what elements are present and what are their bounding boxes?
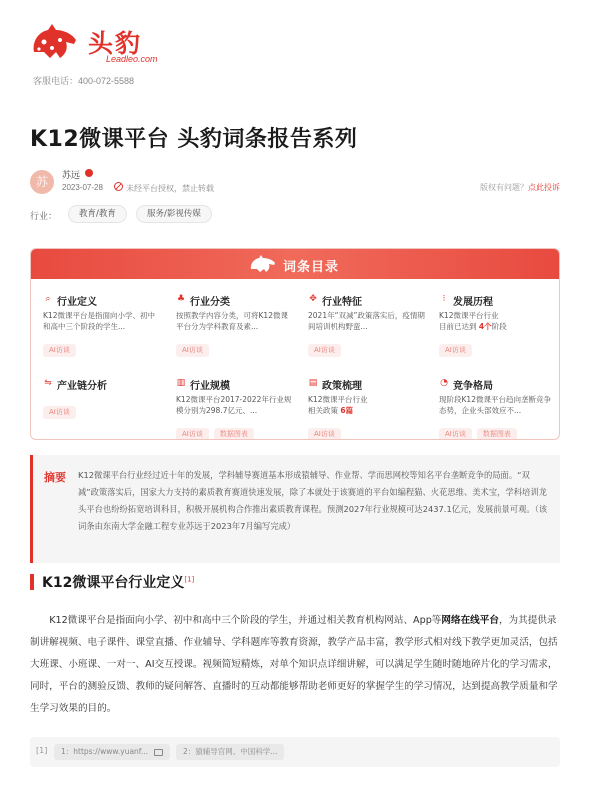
copyright-question: 版权有问题？ (480, 183, 528, 192)
catalog-item-label: 政策梳理 (322, 381, 362, 392)
external-link-icon (154, 749, 163, 756)
competition-icon: ◔ (440, 378, 448, 388)
catalog-item-scale[interactable] (176, 377, 294, 440)
ai-interview-tag[interactable]: AI访谈 (43, 406, 76, 419)
definition-icon: ⌕ (45, 294, 51, 304)
section-body: K12微课平台是指面向小学、初中和高中三个阶段的学生，并通过相关教育机构网站、App等网络在线平台，为其提供录制讲解视频、电子课件、课堂直播、作业辅导、学科题库等教育资源，教学产品丰富，教学形式相对线下教学更加灵活，包括大班课、小班课、一对一、AI交互授课。视频简短精炼，对单个知识点详细讲解，可以满足学生随时随地碎片化的学习需求，同时，平台的测验反馈、教师的疑问解答、直播时的互动都能够帮助老师更好的掌握学生的学习情况，达到提高教学质量和学生学习效果的目的。 (30, 615, 558, 714)
reference-link[interactable]: 1：https://www.yuanf... (54, 744, 170, 760)
catalog-item-label: 产业链分析 (57, 381, 107, 392)
copyright-notice (480, 182, 560, 193)
catalog-item-definition[interactable] (43, 293, 161, 363)
ai-interview-tag[interactable]: AI访谈 (176, 344, 209, 357)
abstract-box (30, 455, 560, 563)
no-repost-icon (114, 182, 123, 191)
catalog-item-label: 竞争格局 (453, 381, 493, 392)
catalog-item-competition[interactable] (439, 377, 557, 440)
section-bar (30, 574, 34, 590)
chain-icon: ⇋ (44, 378, 52, 388)
abstract-text: K12微课平台行业经过近十年的发展，学科辅导赛道基本形成猿辅导、作业帮、学而思网校等知名平台垄断竞争的局面。“双减”政策落实后，国家大力支持的素质教育赛道快速发展，除了本就处于该赛道的平台如编程猫、火花思维、美术宝，学科培训龙头平台也纷纷拓宽培训科目，积极开展机构合作推出素质教育课程。预测2027年行业规模可达2437.1亿元，发展前景可观。（该词条由东南大学金融工程专业苏远于2023年7月编写完成） (78, 470, 548, 531)
industry-tag[interactable]: 服务/影视传媒 (136, 205, 212, 223)
reference-number: [1] (36, 746, 48, 755)
industry-label: 行业： (30, 212, 58, 222)
catalog-item-chain[interactable] (43, 377, 161, 440)
catalog-panel (30, 248, 560, 440)
catalog-title: 词条目录 (283, 260, 340, 275)
ai-interview-tag[interactable]: AI访谈 (308, 344, 341, 357)
references (30, 737, 560, 767)
section-title: K12微课平台行业定义 (42, 575, 185, 591)
author-name[interactable]: 苏远 (62, 171, 81, 181)
history-icon: ⁝ (442, 294, 446, 304)
no-repost-notice: 未经平台授权，禁止转载 (126, 184, 214, 193)
abstract-label: 摘要 (44, 471, 66, 484)
catalog-item-label: 发展历程 (453, 297, 493, 308)
catalog-item-desc: 现阶段K12微课平台趋向垄断竞争态势，企业头部效应不... (439, 395, 551, 415)
data-chart-tag[interactable]: 数据图表 (477, 428, 517, 440)
publish-date: 2023-07-28 (62, 183, 103, 192)
catalog-header (31, 249, 560, 279)
scale-icon: ▥ (176, 378, 186, 388)
catalog-item-desc: 2021年“双减”政策落实后，疫情期间培训机构野蛮... (308, 311, 425, 331)
ai-interview-tag[interactable]: AI访谈 (439, 344, 472, 357)
policy-icon: ▤ (308, 378, 318, 388)
catalog-item-label: 行业规模 (190, 381, 230, 392)
data-chart-tag[interactable]: 数据图表 (214, 428, 254, 440)
service-phone: 客服电话：400-072-5588 (33, 76, 135, 86)
catalog-item-features[interactable] (308, 293, 426, 363)
avatar[interactable]: 苏 (30, 170, 54, 194)
ai-interview-tag[interactable]: AI访谈 (439, 428, 472, 440)
catalog-item-label: 行业特征 (322, 297, 362, 308)
catalog-item-label: 行业定义 (57, 297, 97, 308)
report-link[interactable]: 点此投诉 (528, 183, 560, 192)
catalog-item-policy[interactable] (308, 377, 426, 440)
author-row (30, 168, 570, 196)
catalog-item-desc: K12微课平台行业 目前已达到 4个阶段 (439, 311, 507, 331)
leopard-logo-icon (30, 22, 80, 62)
page-title: K12微课平台 头豹词条报告系列 (30, 127, 358, 152)
catalog-item-desc: K12微课平台行业 相关政策 6篇 (308, 395, 368, 415)
feature-icon: ✥ (309, 294, 317, 304)
brand-logo[interactable] (30, 22, 180, 66)
catalog-item-label: 行业分类 (190, 297, 230, 308)
ai-interview-tag[interactable]: AI访谈 (308, 428, 341, 440)
catalog-item-desc: 按照教学内容分类，可将K12微课平台分为学科教育及素... (176, 311, 288, 331)
ai-interview-tag[interactable]: AI访谈 (176, 428, 209, 440)
classification-icon: ♣ (176, 294, 186, 304)
reference-mark[interactable]: [1] (184, 575, 195, 584)
logo-domain: Leadleo.com (106, 54, 158, 64)
catalog-item-history[interactable] (439, 293, 557, 363)
logo-text: 头豹 (88, 29, 143, 58)
ai-interview-tag[interactable]: AI访谈 (43, 344, 76, 357)
catalog-item-classification[interactable] (176, 293, 294, 363)
reference-link[interactable]: 2：猿辅导官网、中国科学... (176, 744, 284, 760)
highlight-term: 网络在线平台 (441, 615, 499, 626)
industry-tag[interactable]: 教育/教育 (68, 205, 127, 223)
author-badge-icon (85, 169, 93, 177)
catalog-item-desc: K12微课平台2017-2022年行业规模分别为298.7亿元、... (176, 395, 292, 415)
catalog-item-desc: K12微课平台是指面向小学、初中和高中三个阶段的学生... (43, 311, 155, 331)
leopard-logo-icon (249, 254, 277, 274)
